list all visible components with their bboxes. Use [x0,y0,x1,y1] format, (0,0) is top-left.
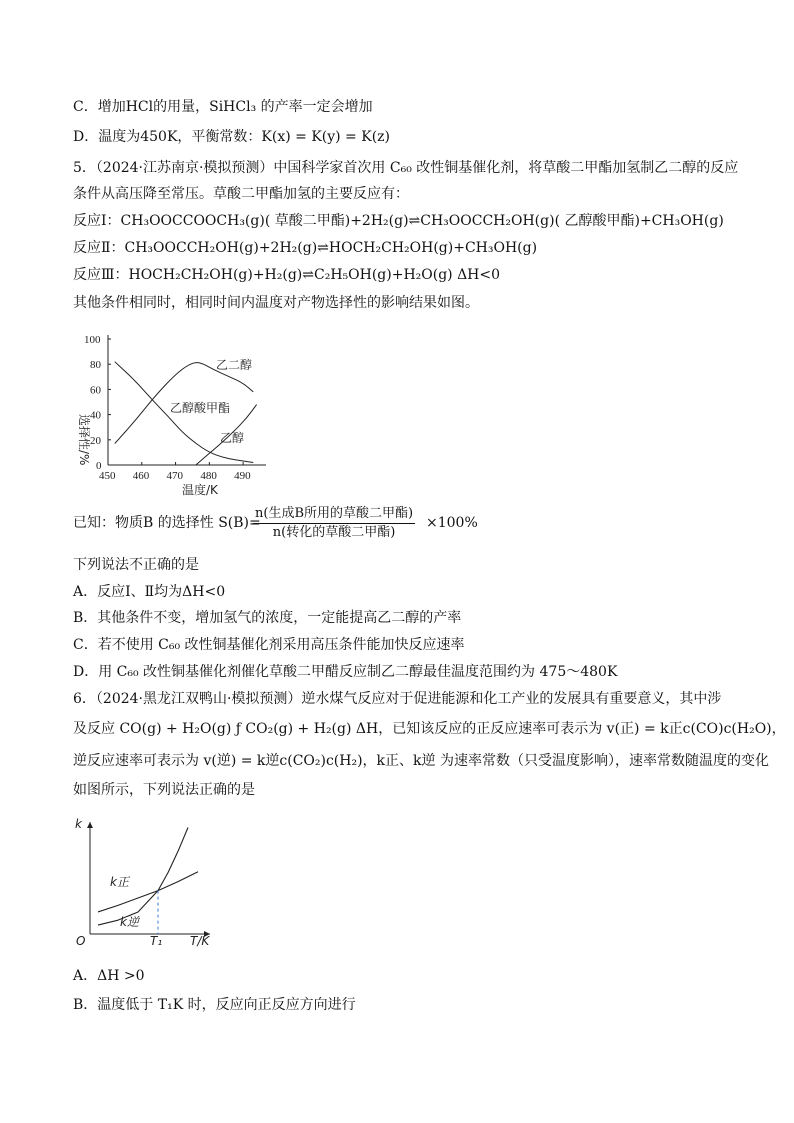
option-a-q6: A．ΔH >0 [73,968,145,984]
y-tick-label: 40 [90,409,101,422]
question-6-prompt: 如图所示，下列说法正确的是 [73,782,255,798]
x-tick-label: 470 [166,470,184,482]
reaction-1: 反应Ⅰ：CH₃OOCCOOCH₃(g)( 草酸二甲酯)+2H₂(g)⇌CH₃OOCCH₂OH(g)( 乙醇酸甲酯)+CH₃OH(g) [73,213,724,229]
option-b-q5: B．其他条件不变，增加氢气的浓度，一定能提高乙二醇的产率 [73,610,462,626]
y-tick-label: 20 [90,434,101,447]
label-ethylene-glycol: 乙二醇 [216,358,253,372]
reaction-3: 反应Ⅲ：HOCH₂CH₂OH(g)+H₂(g)⇌C₂H₅OH(g)+H₂O(g) ΔH<0 [73,267,501,283]
k-axis-arrow [87,822,93,828]
label-methyl-glycolate: 乙醇酸甲酯 [170,401,231,415]
t-axis-label: T/K [190,934,210,948]
reaction-2: 反应Ⅱ：CH₃OOCCH₂OH(g)+2H₂(g)⇌HOCH₂CH₂OH(g)+CH₃OH(g) [73,240,538,256]
x-tick-label: 450 [99,470,116,482]
selectivity-fraction [253,505,415,542]
question-5-stem: 5．（2024·江苏南京·模拟预测）中国科学家首次用 C₆₀ 改性铜基催化剂，将草酸二甲酯加氢制乙二醇的反应 [73,160,739,176]
k-axis-label: k [75,817,82,831]
selectivity-definition-prefix: 已知：物质B 的选择性 S(B)= [73,515,261,531]
origin-label: O [76,934,86,948]
label-ethanol: 乙醇 [220,431,245,445]
t1-label: T₁ [150,934,163,948]
question-5-stem-cont: 条件从高压降至常压。草酸二甲酯加氢的主要反应有： [73,186,409,202]
k-forward-label: k正 [110,875,129,889]
y-tick-label: 0 [96,460,102,472]
question-6-rate: 逆反应速率可表示为 v(逆) = k逆c(CO₂)c(H₂)，k正、k逆 为速率常数（只受温度影响），速率常数随温度的变化 [73,753,769,769]
chart-intro: 其他条件相同时，相同时间内温度对产物选择性的影响结果如图。 [73,295,479,311]
selectivity-definition-suffix: ×100% [426,515,478,531]
question-6-stem: 6．（2024·黑龙江双鸭山·模拟预测）逆水煤气反应对于促进能源和化工产业的发展具有重要意义，其中涉 [73,691,722,707]
selectivity-chart [70,322,280,502]
option-a-q5: A．反应Ⅰ、Ⅱ均为ΔH<0 [73,584,226,600]
rate-axes [87,822,210,937]
y-tick-label: 100 [84,334,101,346]
x-axis-label: 温度/K [182,483,218,497]
option-d-q4: D．温度为450K，平衡常数：K(x) = K(y) = K(z) [73,129,390,145]
selectivity-axes [108,335,266,465]
rate-constant-chart [70,808,230,958]
question-5-prompt: 下列说法不正确的是 [73,557,199,573]
x-tick-label: 460 [132,470,150,482]
x-tick-label: 490 [234,470,251,482]
option-d-q5: D．用 C₆₀ 改性铜基催化剂催化草酸二甲醋反应制乙二醇最佳温度范围约为 475～480K [73,664,618,680]
fraction-denominator: n(转化的草酸二甲酯) [272,525,396,540]
option-b-q6: B．温度低于 T₁K 时，反应向正反应方向进行 [73,997,356,1013]
x-tick-label: 480 [200,470,217,482]
option-c-q4: C．增加HCl的用量，SiHCl₃ 的产率一定会增加 [73,99,373,115]
k-reverse-label: k逆 [120,915,139,929]
fraction-numerator: n(生成B所用的草酸二甲酯) [253,505,415,524]
y-tick-label: 60 [90,384,101,397]
y-tick-label: 80 [90,359,101,372]
question-6-reaction: 及反应 CO(g) + H₂O(g) ƒ CO₂(g) + H₂(g) ΔH，已知该反应的正反应速率可表示为 v(正) = k正c(CO)c(H₂O)， [73,721,786,737]
y-axis-label: 选择性/% [77,414,91,466]
option-c-q5: C．若不使用 C₆₀ 改性铜基催化剂采用高压条件能加快反应速率 [73,637,465,653]
